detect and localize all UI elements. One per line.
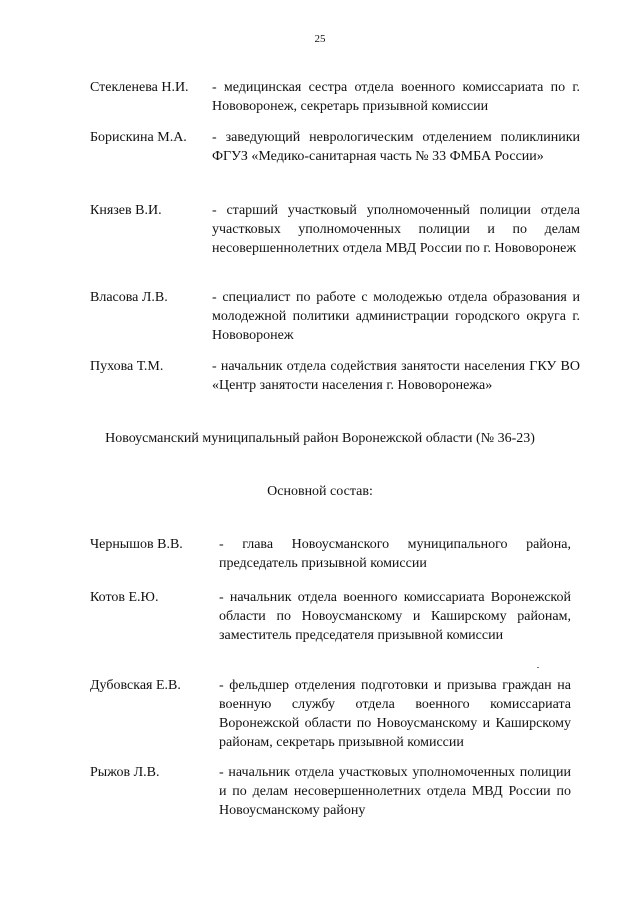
member-name: Стекленева Н.И. bbox=[90, 80, 189, 95]
member-name: Дубовская Е.В. bbox=[90, 678, 181, 693]
member-name: Чернышов В.В. bbox=[90, 537, 183, 552]
member-role: - старший участковый уполномоченный полиции отдела участковых уполномоченных полиции и по делам несовершеннолетних отдела МВД России по г. Нововоронеж bbox=[212, 203, 580, 256]
member-name: Борискина М.А. bbox=[90, 130, 187, 145]
page-number: 25 bbox=[314, 33, 326, 45]
composition-heading: Основной состав: bbox=[267, 484, 373, 499]
member-role: - глава Новоусманского муниципального района, председатель призывной комиссии bbox=[219, 537, 571, 571]
member-name: Князев В.И. bbox=[90, 203, 162, 218]
member-role: - начальник отдела военного комиссариата Воронежской области по Новоусманскому и Каширскому районам, заместитель председателя призывной комиссии bbox=[219, 590, 571, 643]
member-name: Рыжов Л.В. bbox=[90, 765, 160, 780]
member-role: - начальник отдела участковых уполномоченных полиции и по делам несовершеннолетних отдела МВД России по Новоусманскому району bbox=[219, 765, 571, 818]
member-name: Котов Е.Ю. bbox=[90, 590, 159, 605]
member-role: - фельдшер отделения подготовки и призыва граждан на военную службу отдела военного комиссариата Воронежской области по Новоусманскому и Каширскому районам, секретарь призывной комиссии bbox=[219, 678, 571, 750]
scan-artifact bbox=[537, 667, 539, 668]
member-role: - заведующий неврологическим отделением поликлиники ФГУЗ «Медико-санитарная часть № 33 ФМБА России» bbox=[212, 130, 580, 164]
member-role: - специалист по работе с молодежью отдела образования и молодежной политики администрации городского округа г. Нововоронеж bbox=[212, 290, 580, 343]
member-role: - начальник отдела содействия занятости населения ГКУ ВО «Центр занятости населения г. Нововоронежа» bbox=[212, 359, 580, 393]
district-heading: Новоусманский муниципальный район Воронежской области (№ 36-23) bbox=[105, 431, 535, 446]
member-name: Власова Л.В. bbox=[90, 290, 168, 305]
member-name: Пухова Т.М. bbox=[90, 359, 164, 374]
member-role: - медицинская сестра отдела военного комиссариата по г. Нововоронеж, секретарь призывной комиссии bbox=[212, 80, 580, 114]
